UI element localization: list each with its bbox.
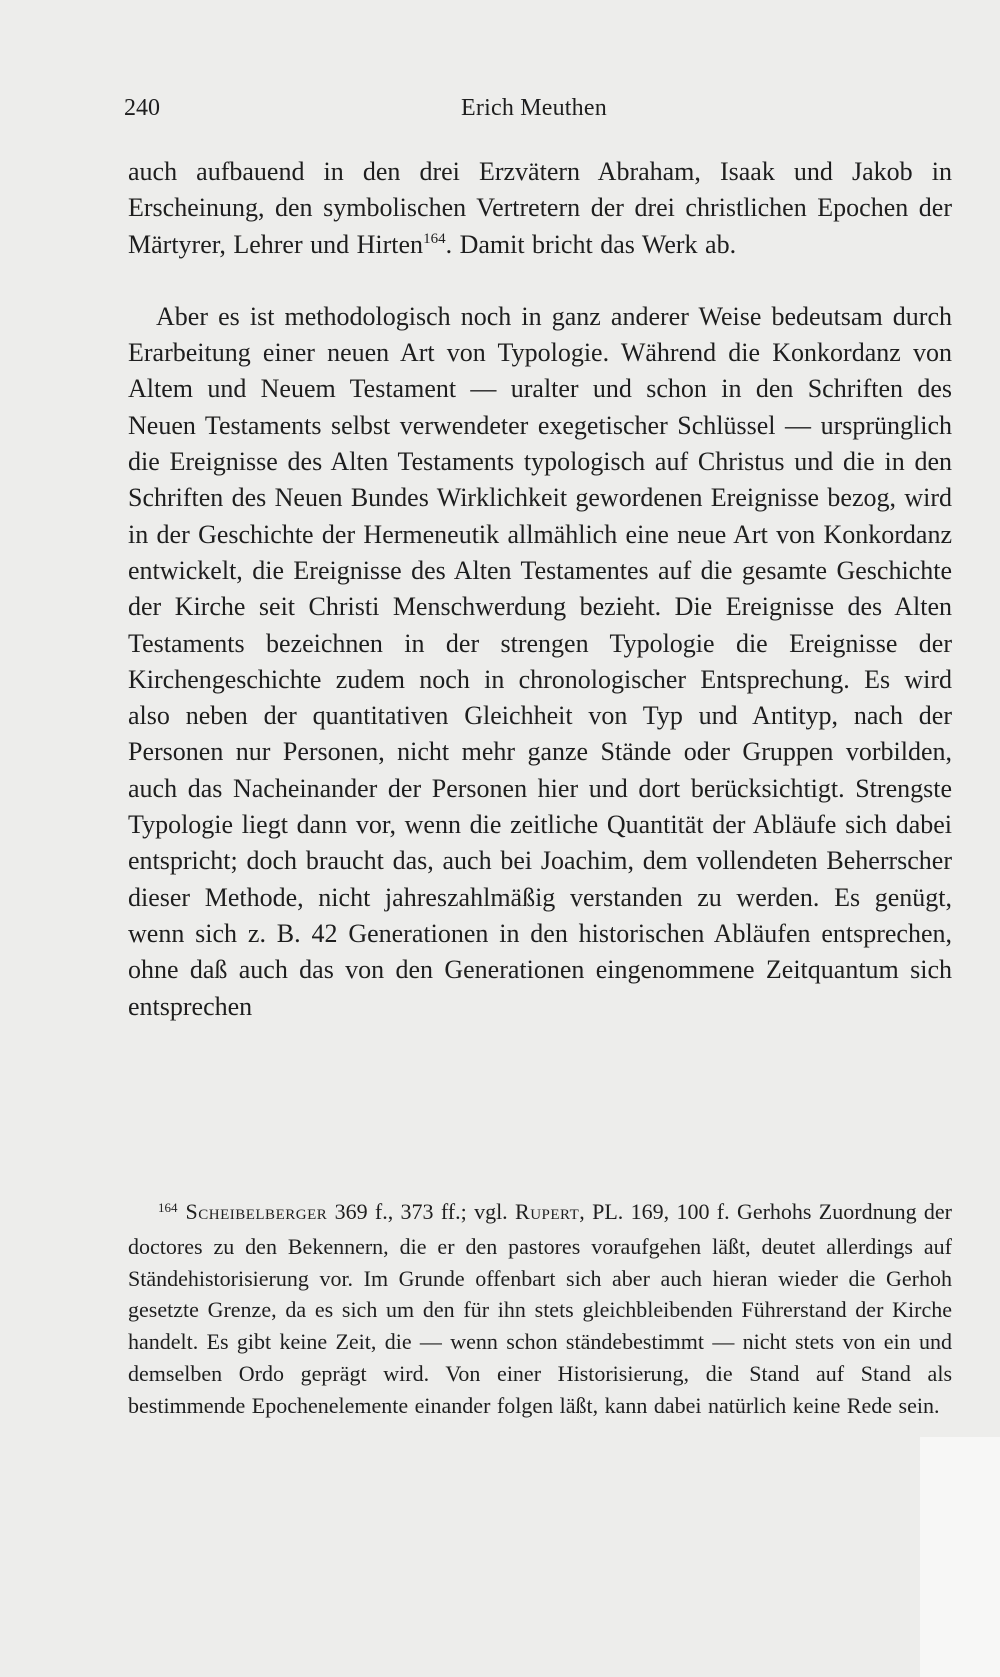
page-edge-highlight [920,1437,1000,1677]
footnote-text: Gerhohs Zuordnung der doctores zu den Bekennern, die er den pastores voraufgehen läßt, deutet allerdings auf Ständehistorisierung vor. Im Grunde offenbart sich aber auch hieran wieder die Gerhoh gesetzte Grenze, da es sich um den für ihn stets gleichbleibenden Führerstand der Kirche handelt. Es gibt keine Zeit, die — wenn schon ständebestimmt — nicht stets von ein und demselben Ordo geprägt wird. Von einer Historisierung, die Stand auf Stand als bestimmende Epochenelemente einander folgen läßt, kann dabei natürlich keine Rede sein. [128,1199,952,1418]
footnote-164 [128,1196,952,1422]
paragraph-1-text-b: . Damit bricht das Werk ab. [445,229,737,259]
footnote-author-2: Rupert [515,1199,580,1224]
footnote-citation-2: , PL. 169, 100 f. [579,1199,737,1224]
paragraph-2: Aber es ist methodologisch noch in ganz anderer Weise bedeutsam durch Erarbeitung einer neuen Art von Typologie. Während die Konkordanz von Altem und Neuem Testament — uralter und schon in den Schriften des Neuen Testaments selbst verwendeter exegetischer Schlüssel — ursprünglich die Ereignisse des Alten Testaments typologisch auf Christus und die in den Schriften des Neuen Bundes Wirklichkeit gewordenen Ereignisse bezog, wird in der Geschichte der Hermeneutik allmählich eine neue Art von Konkordanz entwickelt, die Ereignisse des Alten Testamentes auf die gesamte Geschichte der Kirche seit Christi Menschwerdung bezieht. Die Ereignisse des Alten Testaments bezeichnen in der strengen Typologie die Ereignisse der Kirchengeschichte zudem noch in chronologischer Entsprechung. Es wird also neben der quantitativen Gleichheit von Typ und Antityp, nach der Personen nur Personen, nicht mehr ganze Stände oder Gruppen vorbilden, auch das Nacheinander der Personen hier und dort berücksichtigt. Strengste Typologie liegt dann vor, wenn die zeitliche Quantität der Abläufe sich dabei entspricht; doch braucht das, auch bei Joachim, dem vollendeten Beherrscher dieser Methode, nicht jahreszahlmäßig verstanden zu werden. Es genügt, wenn sich z. B. 42 Generationen in den historischen Abläufen entsprechen, ohne daß auch das von den Generationen eingenommene Zeitquantum sich entsprechen [128,301,952,1021]
paragraph-1 [128,154,952,263]
footnote-citation-1: 369 f., 373 ff.; vgl. [327,1199,516,1224]
running-head: Erich Meuthen [461,95,607,121]
footnote-author-1: Scheibelberger [185,1199,328,1224]
main-text [128,154,952,1025]
paragraph-1-text-a: auch aufbauend in den drei Erzvätern Abraham, Isaak und Jakob in Erscheinung, den symbolischen Vertretern der drei christlichen Epochen der Märtyrer, Lehrer und Hirten [128,157,952,259]
footnote-number: 164 [158,1200,178,1215]
footnote-reference[interactable]: 164 [423,230,446,247]
page-number: 240 [124,95,160,121]
